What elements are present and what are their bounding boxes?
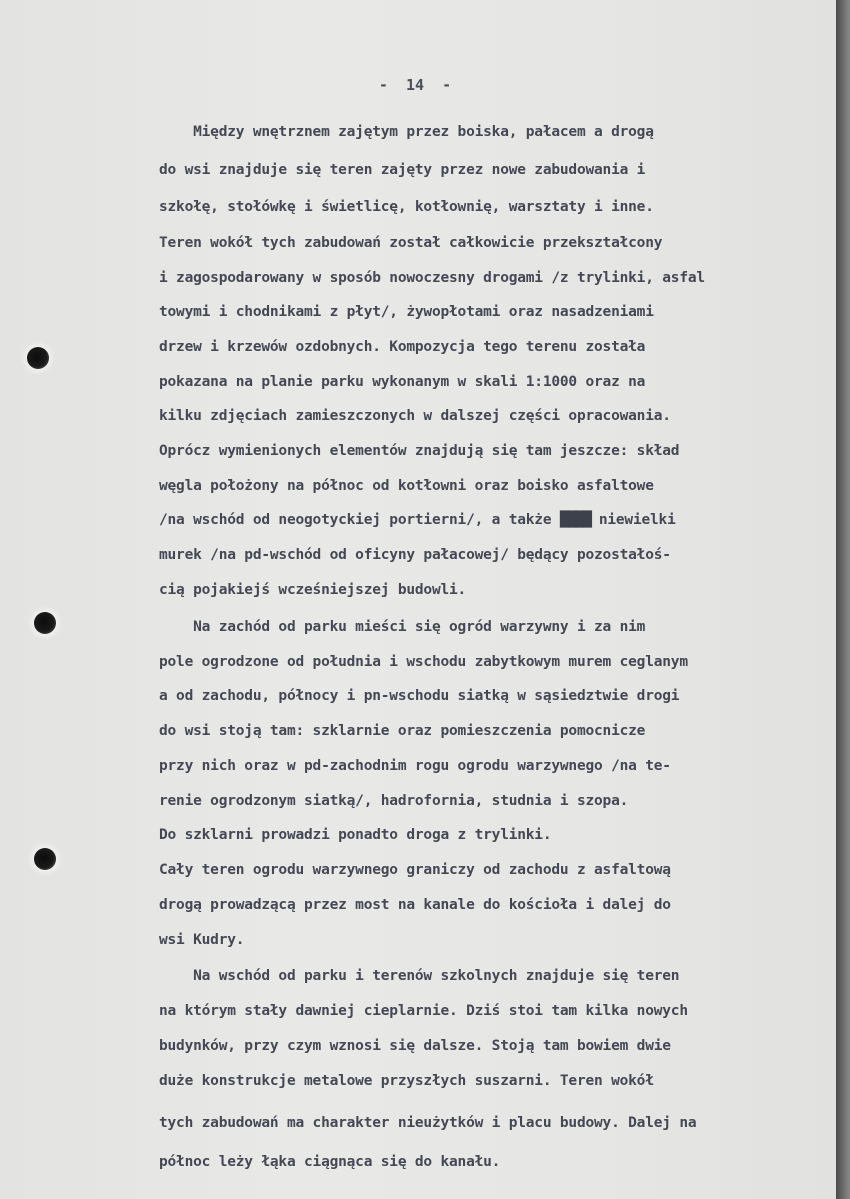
- text-line: wsi Kudry.: [159, 932, 245, 948]
- text-line: Do szklarni prowadzi ponadto droga z trylinki.: [159, 827, 552, 843]
- scan-edge: [836, 0, 850, 1199]
- text-line: drogą prowadzącą przez most na kanale do kościoła i dalej do: [159, 897, 671, 913]
- punch-hole: [34, 612, 56, 634]
- text-line: drzew i krzewów ozdobnych. Kompozycja tego terenu została: [159, 339, 646, 355]
- punch-hole: [27, 347, 49, 369]
- crossed-out-word: ████: [559, 512, 591, 528]
- text-line: kilku zdjęciach zamieszczonych w dalszej części opracowania.: [159, 408, 671, 424]
- text-line: [159, 510, 676, 530]
- text-line: i zagospodarowany w sposób nowoczesny drogami /z trylinki, asfal: [159, 270, 705, 286]
- text-line: do wsi znajduje się teren zajęty przez nowe zabudowania i: [159, 162, 646, 178]
- text-line: towymi i chodnikami z płyt/, żywopłotami oraz nasadzeniami: [159, 304, 654, 320]
- text-line: pole ogrodzone od południa i wschodu zabytkowym murem ceglanym: [159, 654, 688, 670]
- text-line: cią pojakiejś wcześniejszej budowli.: [159, 582, 467, 598]
- text-line: Teren wokół tych zabudowań został całkowicie przekształcony: [159, 235, 663, 251]
- text-line: szkołę, stołówkę i świetlicę, kotłownię, warsztaty i inne.: [159, 199, 654, 215]
- text-line: murek /na pd-wschód od oficyny pałacowej/ będący pozostałoś-: [159, 547, 671, 563]
- text-line: budynków, przy czym wznosi się dalsze. Stoją tam bowiem dwie: [159, 1038, 671, 1054]
- text-line: Oprócz wymienionych elementów znajdują się tam jeszcze: skład: [159, 443, 680, 459]
- punch-hole: [34, 848, 56, 870]
- page-number: - 14 -: [378, 76, 452, 94]
- text-line-end: niewielki: [598, 512, 676, 528]
- text-line: a od zachodu, północy i pn-wschodu siatką w sąsiedztwie drogi: [159, 688, 680, 704]
- text-line-start: /na wschód od neogotyckiej portierni/, a także: [159, 512, 560, 528]
- text-line: Na zachód od parku mieści się ogród warzywny i za nim: [159, 619, 646, 635]
- text-line: do wsi stoją tam: szklarnie oraz pomieszczenia pomocnicze: [159, 723, 646, 739]
- text-line: pokazana na planie parku wykonanym w skali 1:1000 oraz na: [159, 374, 646, 390]
- text-line: duże konstrukcje metalowe przyszłych suszarni. Teren wokół: [159, 1073, 654, 1089]
- text-line: renie ogrodzonym siatką/, hadrofornia, studnia i szopa.: [159, 793, 629, 809]
- text-line: na którym stały dawniej cieplarnie. Dziś stoi tam kilka nowych: [159, 1003, 688, 1019]
- text-line: Między wnętrznem zajętym przez boiska, pałacem a drogą: [159, 124, 654, 140]
- text-line: węgla położony na północ od kotłowni oraz boisko asfaltowe: [159, 478, 654, 494]
- text-line: Na wschód od parku i terenów szkolnych znajduje się teren: [159, 968, 680, 984]
- text-line: przy nich oraz w pd-zachodnim rogu ogrodu warzywnego /na te-: [159, 758, 671, 774]
- text-line: tych zabudowań ma charakter nieużytków i placu budowy. Dalej na: [159, 1115, 697, 1131]
- text-line: północ leży łąka ciągnąca się do kanału.: [159, 1154, 501, 1170]
- text-line: Cały teren ogrodu warzywnego graniczy od zachodu z asfaltową: [159, 862, 671, 878]
